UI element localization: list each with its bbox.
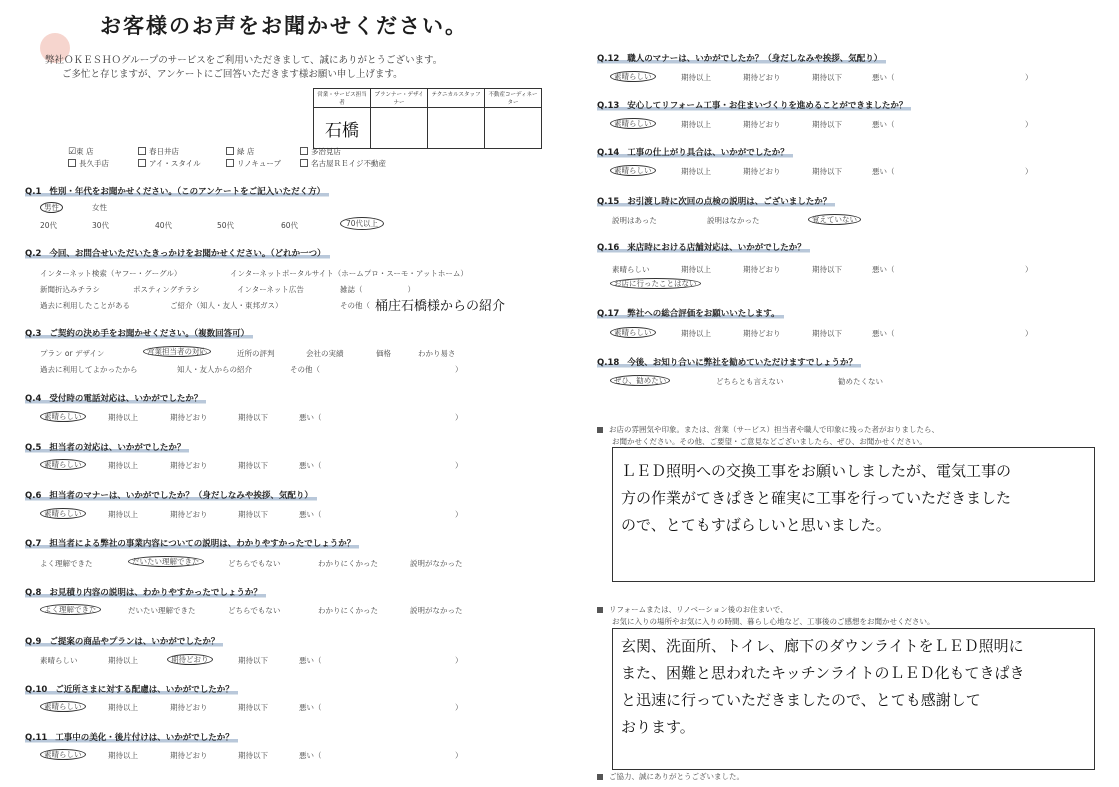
page-title: お客様のお声をお聞かせください。	[100, 14, 468, 38]
q14-rating[interactable]: 悪い（	[872, 167, 895, 176]
q2-option[interactable]: 新聞折込みチラシ	[40, 285, 100, 294]
q7-option[interactable]: 説明がなかった	[410, 559, 463, 568]
q3-option-selected[interactable]: 営業担当者の対応	[143, 346, 211, 357]
q9-rating[interactable]: 悪い（	[299, 656, 322, 665]
q13-rating[interactable]: 期待以下	[812, 120, 842, 129]
question-q11: Q.11 工事中の美化・後片付けは、いかがでしたか？	[25, 731, 238, 745]
q9-rating[interactable]: 素晴らしい	[40, 656, 78, 665]
q9-rating-selected[interactable]: 期待どおり	[167, 654, 213, 665]
q9-rating[interactable]: 期待以下	[238, 656, 268, 665]
staff-cell[interactable]	[371, 108, 428, 149]
q4-rating[interactable]: 期待以下	[238, 413, 268, 422]
q4-rating-selected[interactable]: 素晴らしい	[40, 411, 86, 422]
q2-option[interactable]: 過去に利用したことがある	[40, 301, 130, 310]
q17-rating[interactable]: 期待どおり	[743, 329, 781, 338]
comment2-box[interactable]	[612, 628, 1095, 770]
q1-age[interactable]: 40代	[155, 221, 173, 230]
question-q9: Q.9 ご提案の商品やプランは、いかがでしたか？	[25, 635, 223, 649]
q4-rating[interactable]: 悪い（	[299, 413, 322, 422]
q14-rating[interactable]: 期待以下	[812, 167, 842, 176]
q6-rating-selected[interactable]: 素晴らしい	[40, 508, 86, 519]
q16-close-paren: ）	[1025, 265, 1033, 274]
q1-age[interactable]: 20代	[40, 221, 58, 230]
q3-close-paren: ）	[455, 365, 463, 374]
staff-header: テクニカルスタッフ	[428, 89, 485, 108]
question-q14: Q.14 工事の仕上がり具合は、いかがでしたか？	[597, 146, 793, 160]
q6-rating[interactable]: 期待以上	[108, 510, 138, 519]
q7-option[interactable]: どちらでもない	[228, 559, 281, 568]
question-q17: Q.17 弊社への総合評価をお願いいたします。	[597, 307, 784, 321]
q10-rating[interactable]: 期待どおり	[170, 703, 208, 712]
q3-option[interactable]: 近所の評判	[237, 349, 275, 358]
q12-close-paren: ）	[1025, 73, 1033, 82]
store-option[interactable]: 名古屋ＲＥイジ不動産	[300, 158, 386, 169]
q18-option-selected[interactable]: ぜひ、勧めたい	[610, 375, 670, 386]
q2-option[interactable]: インターネット広告	[237, 285, 304, 294]
q14-rating-selected[interactable]: 素晴らしい	[610, 165, 656, 176]
staff-header: 不動産コーディネーター	[485, 89, 542, 108]
q11-rating[interactable]: 期待どおり	[170, 751, 208, 760]
question-q8: Q.8 お見積り内容の説明は、わかりやすかったでしょうか？	[25, 586, 266, 600]
q3-option[interactable]: 知人・友人からの紹介	[177, 365, 252, 374]
q4-rating[interactable]: 期待以上	[108, 413, 138, 422]
question-q10: Q.10 ご近所さまに対する配慮は、いかがでしたか？	[25, 683, 238, 697]
q3-option[interactable]: 過去に利用してよかったから	[40, 365, 138, 374]
q7-option-selected[interactable]: だいたい理解できた	[128, 556, 204, 567]
q8-option[interactable]: 説明がなかった	[410, 606, 463, 615]
q16-rating[interactable]: 期待どおり	[743, 265, 781, 274]
comment2-label-1: リフォームまたは、リノベーション後のお住まいで、	[597, 604, 788, 615]
q16-option-selected[interactable]: お店に行ったことはない	[610, 278, 701, 289]
q12-rating[interactable]: 期待以上	[681, 73, 711, 82]
q5-rating[interactable]: 悪い（	[299, 461, 322, 470]
q10-rating[interactable]: 期待以上	[108, 703, 138, 712]
question-q7: Q.7 担当者による弊社の事業内容についての説明は、わかりやすかったでしょうか？	[25, 537, 359, 551]
store-option[interactable]: リノキューブ	[226, 158, 281, 169]
store-option[interactable]: ☑東 店	[68, 147, 94, 157]
question-q5: Q.5 担当者の対応は、いかがでしたか？	[25, 441, 189, 455]
q10-rating-selected[interactable]: 素晴らしい	[40, 701, 86, 712]
q1-age-selected[interactable]: 70代以上	[340, 218, 384, 229]
comment1-line: 方の作業がてきぱきと確実に工事を行っていただきました	[621, 489, 1012, 507]
q5-rating-selected[interactable]: 素晴らしい	[40, 459, 86, 470]
q1-age[interactable]: 60代	[281, 221, 299, 230]
q18-option[interactable]: 勧めたくない	[838, 377, 883, 386]
question-q1: Q.1 性別・年代をお聞かせください。（このアンケートをご記入いただく方）	[25, 185, 329, 199]
intro-line-2: ご多忙と存じますが、アンケートにご回答いただきます様お願い申し上げます。	[62, 69, 403, 80]
staff-cell[interactable]	[485, 108, 542, 149]
q15-option[interactable]: 説明はあった	[612, 216, 657, 225]
q13-rating-selected[interactable]: 素晴らしい	[610, 118, 656, 129]
staff-header: プランナー・デザイナー	[371, 89, 428, 108]
q7-option[interactable]: わかりにくかった	[318, 559, 378, 568]
q14-rating[interactable]: 期待どおり	[743, 167, 781, 176]
q13-rating[interactable]: 悪い（	[872, 120, 895, 129]
q17-rating[interactable]: 期待以下	[812, 329, 842, 338]
staff-header: 営業・サービス担当者	[314, 89, 371, 108]
staff-table	[313, 88, 542, 149]
q4-close-paren: ）	[455, 413, 463, 422]
store-option[interactable]: 多治見店	[300, 146, 341, 157]
store-option[interactable]: 春日井店	[138, 146, 179, 157]
q5-rating[interactable]: 期待どおり	[170, 461, 208, 470]
q12-rating[interactable]: 期待どおり	[743, 73, 781, 82]
q2-option-other[interactable]: その他（	[340, 301, 370, 310]
q2-option[interactable]: ポスティングチラシ	[133, 285, 200, 294]
q7-option[interactable]: よく理解できた	[40, 559, 93, 568]
q3-option[interactable]: プラン or デザイン	[40, 349, 105, 358]
q10-rating[interactable]: 期待以下	[238, 703, 268, 712]
q17-rating-selected[interactable]: 素晴らしい	[610, 327, 656, 338]
question-q6: Q.6 担当者のマナーは、いかがでしたか？（身だしなみや挨拶、気配り）	[25, 489, 317, 503]
q5-close-paren: ）	[455, 461, 463, 470]
q12-rating-selected[interactable]: 素晴らしい	[610, 71, 656, 82]
q17-close-paren: ）	[1025, 329, 1033, 338]
q11-close-paren: ）	[455, 751, 463, 760]
comment1-label-1: お店の雰囲気や印象。または、営業（サービス）担当者や職人で印象に残った者がおりましたら、	[597, 424, 939, 435]
q2-option[interactable]: ご紹介（知人・友人・東邦ガス）	[170, 301, 283, 310]
q12-rating[interactable]: 期待以下	[812, 73, 842, 82]
q10-close-paren: ）	[455, 703, 463, 712]
q3-option[interactable]: 価格	[376, 349, 391, 358]
staff-entry[interactable]: 石橋	[314, 108, 371, 149]
question-q12: Q.12 職人のマナーは、いかがでしたか？（身だしなみや挨拶、気配り）	[597, 52, 886, 66]
q1-gender-male[interactable]: 男性	[40, 202, 63, 213]
question-q15: Q.15 お引渡し時に次回の点検の説明は、ございましたか？	[597, 195, 835, 209]
q1-gender-female[interactable]: 女性	[92, 203, 107, 212]
intro-line-1: 弊社ＯＫＥＳＨＯグループのサービスをご利用いただきまして、誠にありがとうございます。	[45, 55, 443, 66]
q16-rating[interactable]: 素晴らしい	[612, 265, 650, 274]
q14-close-paren: ）	[1025, 167, 1033, 176]
q2-option[interactable]: インターネット検索（ヤフー・グーグル）	[40, 269, 182, 278]
q3-option-other[interactable]: その他（	[290, 365, 320, 374]
comment1-line: ので、とてもすばらしいと思いました。	[621, 516, 891, 534]
question-q13: Q.13 安心してリフォーム工事・お住まいづくりを進めることができましたか？	[597, 99, 911, 113]
q6-rating[interactable]: 期待どおり	[170, 510, 208, 519]
store-option[interactable]: 長久手店	[68, 158, 109, 169]
q8-option[interactable]: どちらでもない	[228, 606, 281, 615]
q6-rating[interactable]: 期待以下	[238, 510, 268, 519]
question-q16: Q.16 来店時における店舗対応は、いかがでしたか？	[597, 241, 810, 255]
store-option[interactable]: アイ・スタイル	[138, 158, 201, 169]
question-q3: Q.3 ご契約の決め手をお聞かせください。（複数回答可）	[25, 327, 253, 341]
comment2-line: 玄関、洗面所、トイレ、廊下のダウンライトをＬＥＤ照明に	[621, 637, 1024, 655]
q12-rating[interactable]: 悪い（	[872, 73, 895, 82]
store-option[interactable]: 緑 店	[226, 146, 254, 157]
q6-rating[interactable]: 悪い（	[299, 510, 322, 519]
footer-thanks: ご協力、誠にありがとうございました。	[597, 771, 744, 782]
q8-option[interactable]: だいたい理解できた	[128, 606, 196, 615]
comment2-line: また、困難と思われたキッチンライトのＬＥＤ化もてきぱき	[621, 664, 1025, 682]
q9-rating[interactable]: 期待以上	[108, 656, 138, 665]
comment2-line: と迅速に行っていただきましたので、とても感謝して	[621, 691, 981, 709]
q8-option[interactable]: わかりにくかった	[318, 606, 378, 615]
q18-option[interactable]: どちらとも言えない	[716, 377, 784, 386]
q17-rating[interactable]: 悪い（	[872, 329, 895, 338]
q16-rating[interactable]: 期待以上	[681, 265, 711, 274]
q11-rating[interactable]: 期待以下	[238, 751, 268, 760]
q16-rating[interactable]: 期待以下	[812, 265, 842, 274]
q3-option[interactable]: 会社の実績	[306, 349, 344, 358]
q5-rating[interactable]: 期待以下	[238, 461, 268, 470]
q11-rating[interactable]: 悪い（	[299, 751, 322, 760]
q14-rating[interactable]: 期待以上	[681, 167, 711, 176]
comment2-line: おります。	[621, 718, 695, 736]
q2-option[interactable]: インターネットポータルサイト（ホームプロ・スーモ・アットホーム）	[230, 269, 468, 278]
q3-option[interactable]: わかり易さ	[418, 349, 456, 358]
comment1-label-2: お聞かせください。その他、ご要望・ご意見などございましたら、ぜひ、お聞かせください。	[612, 437, 927, 446]
q15-option[interactable]: 説明はなかった	[707, 216, 760, 225]
q9-close-paren: ）	[455, 656, 463, 665]
comment1-box[interactable]	[612, 447, 1095, 582]
q2-handwritten-answer[interactable]: 桶庄石橋様からの紹介	[375, 299, 506, 314]
q13-close-paren: ）	[1025, 120, 1033, 129]
q16-rating[interactable]: 悪い（	[872, 265, 895, 274]
q11-rating[interactable]: 期待以上	[108, 751, 138, 760]
q1-age[interactable]: 30代	[92, 221, 110, 230]
q2-option[interactable]: 雑誌（ ）	[340, 285, 415, 294]
question-q4: Q.4 受付時の電話対応は、いかがでしたか？	[25, 392, 206, 406]
question-q18: Q.18 今後、お知り合いに弊社を勧めていただけますでしょうか？	[597, 356, 861, 370]
q1-age[interactable]: 50代	[217, 221, 235, 230]
question-q2: Q.2 今回、お問合せいただいたきっかけをお聞かせください。（どれか一つ）	[25, 247, 330, 261]
q13-rating[interactable]: 期待どおり	[743, 120, 781, 129]
q11-rating-selected[interactable]: 素晴らしい	[40, 749, 86, 760]
q15-option-selected[interactable]: 覚えていない	[808, 214, 861, 225]
q4-rating[interactable]: 期待どおり	[170, 413, 208, 422]
q13-rating[interactable]: 期待以上	[681, 120, 711, 129]
q10-rating[interactable]: 悪い（	[299, 703, 322, 712]
comment2-label-2: お気に入りの場所やお気に入りの時間、暮らし心地など、工事後のご感想をお聞かせください。	[612, 617, 935, 626]
staff-cell[interactable]	[428, 108, 485, 149]
q5-rating[interactable]: 期待以上	[108, 461, 138, 470]
q17-rating[interactable]: 期待以上	[681, 329, 711, 338]
comment1-line: ＬＥＤ照明への交換工事をお願いしましたが、電気工事の	[621, 462, 1012, 480]
q6-close-paren: ）	[455, 510, 463, 519]
q8-option-selected[interactable]: よく理解できた	[40, 604, 101, 615]
